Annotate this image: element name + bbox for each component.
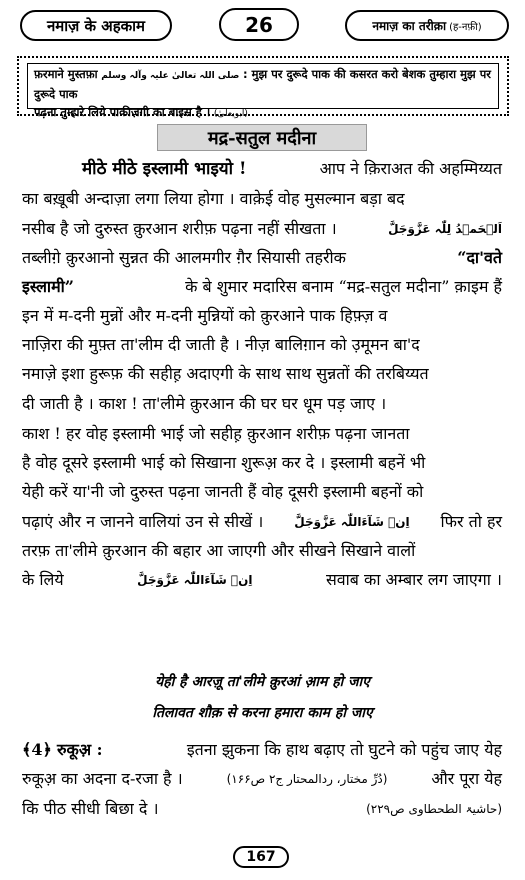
body-segment: का बख़ूबी अन्दाज़ा लगा लिया होगा । वाक़ेई वोह मुसल्मान बड़ा बद (22, 189, 405, 208)
hadith-reference: (ابویعلیٰ) (213, 109, 248, 119)
header-book-title (20, 10, 172, 41)
hadith-text (27, 63, 499, 119)
footer-page-text: 167 (246, 849, 276, 865)
arabic-phrase: اَلۡحَمۡدُ لِلّٰہ عَزَّوَجَلَّ (388, 222, 502, 236)
ruku-text-1: इतना झुकना कि हाथ बढ़ाए तो घुटने को पहुंच जाए येह (186, 740, 502, 759)
body-line (22, 185, 502, 213)
arabic-phrase: اِنۡ شَآءَاللّٰہ عَزَّوَجَلَّ (137, 573, 253, 587)
body-line (22, 449, 502, 477)
header-right-text: नमाज़ का तरीक़ा (372, 19, 447, 33)
body-segment: के बे शुमार मदारिस बनाम “मद्र-सतुल मदीना” क़ाइम हैं (185, 277, 502, 296)
body-segment: दी जाती है । काश ! ता'लीमे क़ुरआन की घर घर धूम पड़ जाए । (22, 394, 387, 413)
body-segment: आप ने क़िराअत की अहम्मिय्यत (319, 159, 502, 178)
header-right-sub: (ह-नफ़ी) (449, 21, 482, 33)
body-segment: है वोह दूसरे इस्लामी भाई को सिखाना शुरूअ़ कर दे । इस्लामी बहनें भी (22, 453, 426, 472)
arabic-phrase: اِنۡ شَآءَاللّٰہ عَزَّوَجَلَّ (294, 515, 410, 529)
body-segment: मीठे मीठे इस्लामी भाइयो ! (82, 159, 247, 179)
body-line (22, 273, 502, 301)
body-line (22, 331, 502, 359)
body-line (22, 360, 502, 388)
ruku-text-3: कि पीठ सीधी बिछा दे । (22, 799, 159, 818)
body-segment: येही करें या'नी जो दुरुस्त पढ़ना जानती हैं वोह दूसरी इस्लामी बहनों को (22, 482, 424, 501)
body-segment: नसीब है जो दुरुस्त क़ुरआन शरीफ़ पढ़ना नहीं सीखता । (22, 219, 337, 238)
ruku-line-2 (22, 765, 502, 793)
body-segment: इस्लामी” (22, 277, 74, 296)
ruku-text-2b: और पूरा येह (431, 769, 502, 788)
hadith-line1: : मुझ पर दुरूदे पाक की कसरत करो बेशक तुम्हारा मुझ पर दुरूदे पाक (34, 67, 491, 101)
salutation-arabic: صلی اللہ تعالیٰ علیہ وآلہ وسلم (101, 71, 240, 81)
body-segment: इन में म-दनी मुन्नों और म-दनी मुन्नियों को क़ुरआने पाक हिफ़्ज़ व (22, 306, 388, 325)
body-segment: सवाब का अम्बार लग जाएगा । (325, 570, 502, 589)
body-line (22, 215, 502, 243)
body-line (22, 390, 502, 418)
body-line (22, 508, 502, 536)
body-line (22, 478, 502, 506)
header-chapter-title (345, 10, 509, 41)
ruku-number: ﴾4﴿ (22, 740, 52, 759)
header-page-text: 26 (245, 12, 273, 37)
section-title (157, 124, 367, 151)
body-line (22, 566, 502, 594)
body-segment: नाज़िरा की मुफ़्त ता'लीम दी जाती है । नीज़ बालिग़ान को उ़मूमन बा'द (22, 335, 420, 354)
body-segment: काश ! हर वोह इस्लामी भाई जो सहीह़ क़ुरआन शरीफ़ पढ़ना जानता (22, 424, 410, 443)
ruku-line-3 (22, 795, 502, 823)
ruku-label: रुकूअ़ : (56, 740, 103, 759)
body-line (22, 420, 502, 448)
hadith-lead: फ़रमाने मुस्तफ़ा (34, 67, 98, 81)
header-left-text: नमाज़ के अहकाम (46, 16, 146, 35)
ruku-text-2a: रुकूअ़ का अदना द-रजा है । (22, 769, 183, 788)
header-page-number (219, 8, 299, 41)
ruku-line-1 (22, 736, 502, 764)
hadith-line2: पढ़ना तुम्हारे लिये पाकीज़गी का बाइस है । (34, 105, 211, 119)
body-segment: “दा'वते (457, 248, 502, 267)
body-segment: तरफ़ ता'लीमे क़ुरआन की बहार आ जाएगी और सीखने सिखाने वालों (22, 541, 416, 560)
hadith-box (17, 56, 509, 119)
body-segment: नमाज़े इशा हुरूफ़ की सहीह़ अदाएगी के साथ साथ सुन्नतों की तरबिय्यत (22, 364, 429, 383)
verse-line-1: येही है आरज़ू ता'लीमे क़ुरआं आ़म हो जाए (155, 674, 370, 690)
body-line (22, 537, 502, 565)
body-segment: के लिये (22, 570, 64, 589)
body-segment: फिर तो हर (440, 512, 502, 531)
body-segment: तब्लीग़े क़ुरआनो सुन्नत की आलमगीर ग़ैर सियासी तहरीक (22, 248, 346, 267)
verse-line-2: तिलावत शौक़ से करना हमारा काम हो जाए (152, 705, 373, 721)
body-segment: पढ़ाएं और न जानने वालियां उन से सीखें । (22, 512, 264, 531)
body-line (22, 155, 502, 183)
ruku-reference-2: (حاشیۃ الطحطاوی ص۲۲۹) (366, 802, 502, 816)
body-line (22, 302, 502, 330)
section-title-text: मद्र-सतुल मदीना (207, 127, 317, 149)
body-line (22, 244, 502, 272)
ruku-reference-1: (دُرِّ مختار، ردالمحتار ج۲ ص۱۶۶) (226, 772, 388, 786)
footer-page-number (233, 846, 289, 868)
